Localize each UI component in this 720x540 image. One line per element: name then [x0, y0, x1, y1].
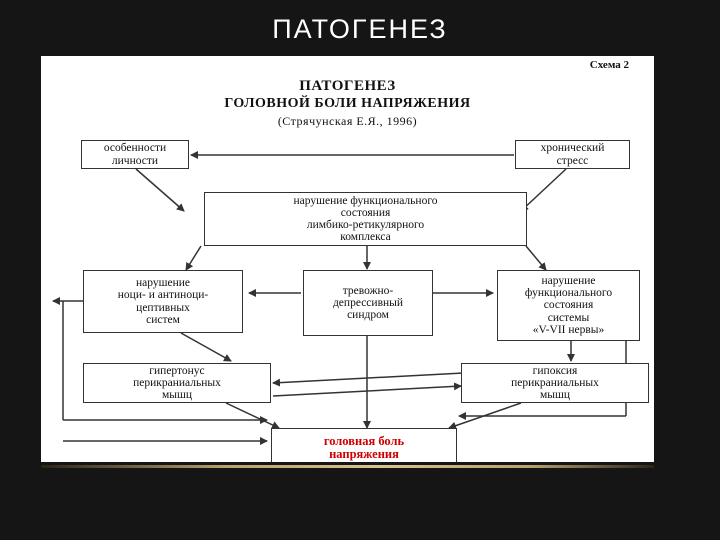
node-nerves-dysfunction: нарушение функционального состояния системы «V-VII нервы»	[497, 270, 640, 341]
slide-title: ПАТОГЕНЕЗ	[272, 14, 448, 44]
node-limbic-dysfunction: нарушение функционального состояния лимбико-ретикулярного комплекса	[204, 192, 527, 246]
arrow-limbic-to-nerves	[526, 246, 546, 270]
node-hypoxia: гипоксия перикраниальных мышц	[461, 363, 649, 403]
decorative-gold-line	[41, 465, 654, 468]
scheme-heading: ПАТОГЕНЕЗ	[299, 78, 396, 94]
node-hypertonus: гипертонус перикраниальных мышц	[83, 363, 271, 403]
node-personality: особенности личности	[81, 140, 189, 169]
arrow-nociception-to-hypertonus	[181, 333, 231, 361]
scheme-subheading: ГОЛОВНОЙ БОЛИ НАПРЯЖЕНИЯ	[224, 96, 471, 111]
scheme-source: (Стрячунская Е.Я., 1996)	[277, 114, 418, 128]
node-anxiety-depression: тревожно- депрессивный синдром	[303, 270, 433, 336]
node-chronic-stress: хронический стресс	[515, 140, 630, 169]
arrow-limbic-to-nociception	[186, 246, 201, 270]
node-nociception: нарушение ноци- и антиноци- цептивных систем	[83, 270, 243, 333]
arrow-hypertonus-to-headache	[226, 403, 279, 428]
arrow-personality-to-limbic	[136, 169, 184, 211]
arrow-stress-to-limbic	[521, 169, 566, 211]
pathogenesis-scheme	[41, 56, 654, 462]
scheme-label: Схема 2	[589, 59, 629, 71]
node-tension-headache: головная боль напряжения	[271, 428, 457, 462]
